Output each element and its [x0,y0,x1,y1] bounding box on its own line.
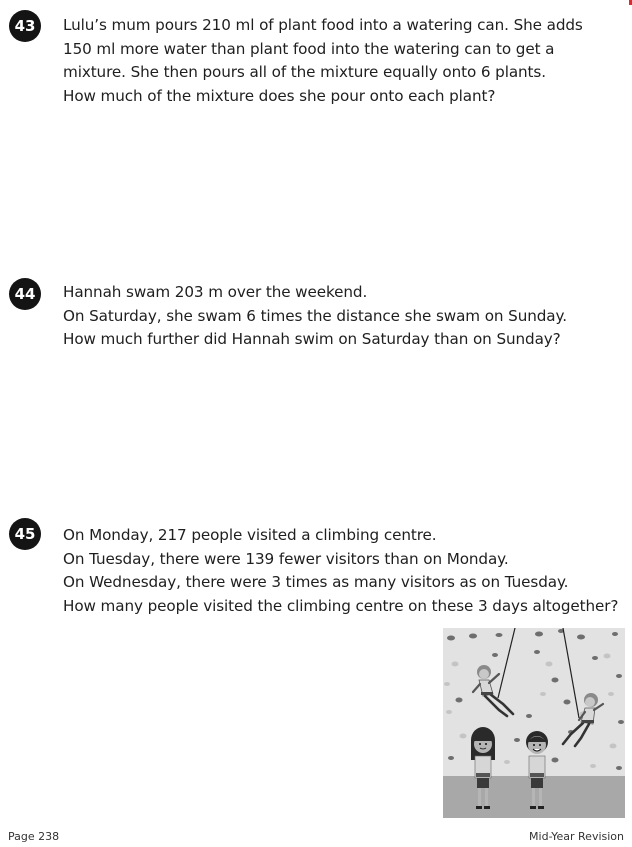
question-number-badge: 43 [9,10,41,42]
question-line: 150 ml more water than plant food into the watering can to get a [63,39,555,58]
question-line: How many people visited the climbing centre on these 3 days altogether? [63,596,619,615]
question-text [63,14,583,108]
question-text [63,524,618,618]
question-line: How much of the mixture does she pour onto each plant? [63,86,496,105]
question-line: On Monday, 217 people visited a climbing centre. [63,526,437,544]
question-text [63,281,567,352]
page-footer [8,830,624,843]
question-line: On Wednesday, there were 3 times as many visitors as on Tuesday. [63,573,569,591]
climbing-scene-image [443,628,625,818]
question-line: How much further did Hannah swim on Saturday than on Sunday? [63,330,561,348]
question-line: Lulu’s mum pours 210 ml of plant food into a watering can. She adds [63,16,583,34]
question-number-badge: 44 [9,278,41,310]
climbing-wall-illustration [443,628,625,818]
question-line: mixture. She then pours all of the mixture equally onto 6 plants. [63,63,546,81]
question-line: On Tuesday, there were 139 fewer visitors than on Monday. [63,549,509,568]
question-number-badge: 45 [9,518,41,550]
question-line: Hannah swam 203 m over the weekend. [63,283,368,301]
page-number: Page 238 [8,830,60,843]
section-title: Mid-Year Revision [529,830,624,843]
question-line: On Saturday, she swam 6 times the distance she swam on Sunday. [63,306,567,325]
